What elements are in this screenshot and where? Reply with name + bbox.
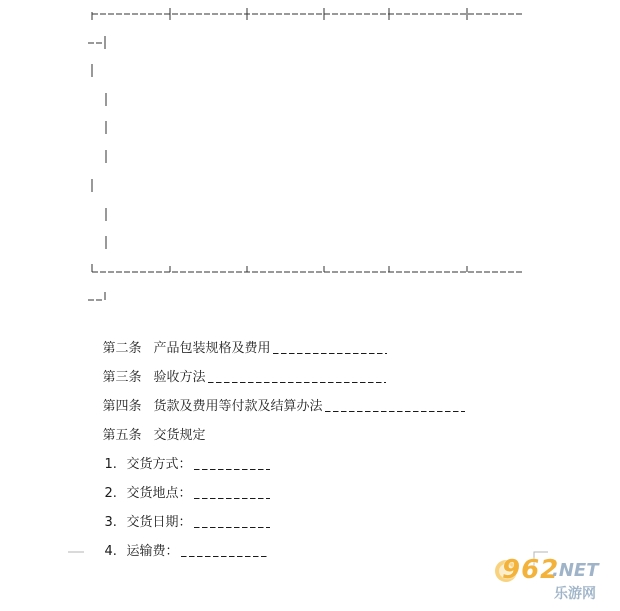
item-index: 2.	[104, 486, 117, 501]
watermark-number: 962	[502, 555, 560, 585]
item-text: 交货地点：	[126, 486, 192, 501]
watermark-domain: .NET	[552, 560, 599, 581]
clause-number: 第三条	[102, 370, 142, 385]
delivery-item	[88, 525, 269, 579]
clause-text: 验收方法	[153, 370, 206, 385]
site-watermark	[484, 551, 614, 607]
clause-text: 产品包装规格及费用	[153, 341, 271, 356]
clause-text: 货款及费用等付款及结算办法	[153, 399, 323, 414]
fill-blank	[181, 545, 269, 557]
clause-text: 交货规定	[153, 428, 206, 443]
watermark-site-name: 乐游网	[554, 586, 596, 602]
item-index: 4.	[104, 544, 117, 559]
clause-number: 第二条	[102, 341, 142, 356]
clause-number: 第五条	[102, 428, 142, 443]
item-text: 交货方式：	[126, 457, 192, 472]
item-index: 1.	[104, 457, 117, 472]
item-text: 运输费：	[126, 544, 179, 559]
clause-number: 第四条	[102, 399, 142, 414]
page-corner-mark-left	[68, 551, 84, 571]
item-text: 交货日期：	[126, 515, 192, 530]
item-index: 3.	[104, 515, 117, 530]
fill-blank	[325, 400, 465, 412]
